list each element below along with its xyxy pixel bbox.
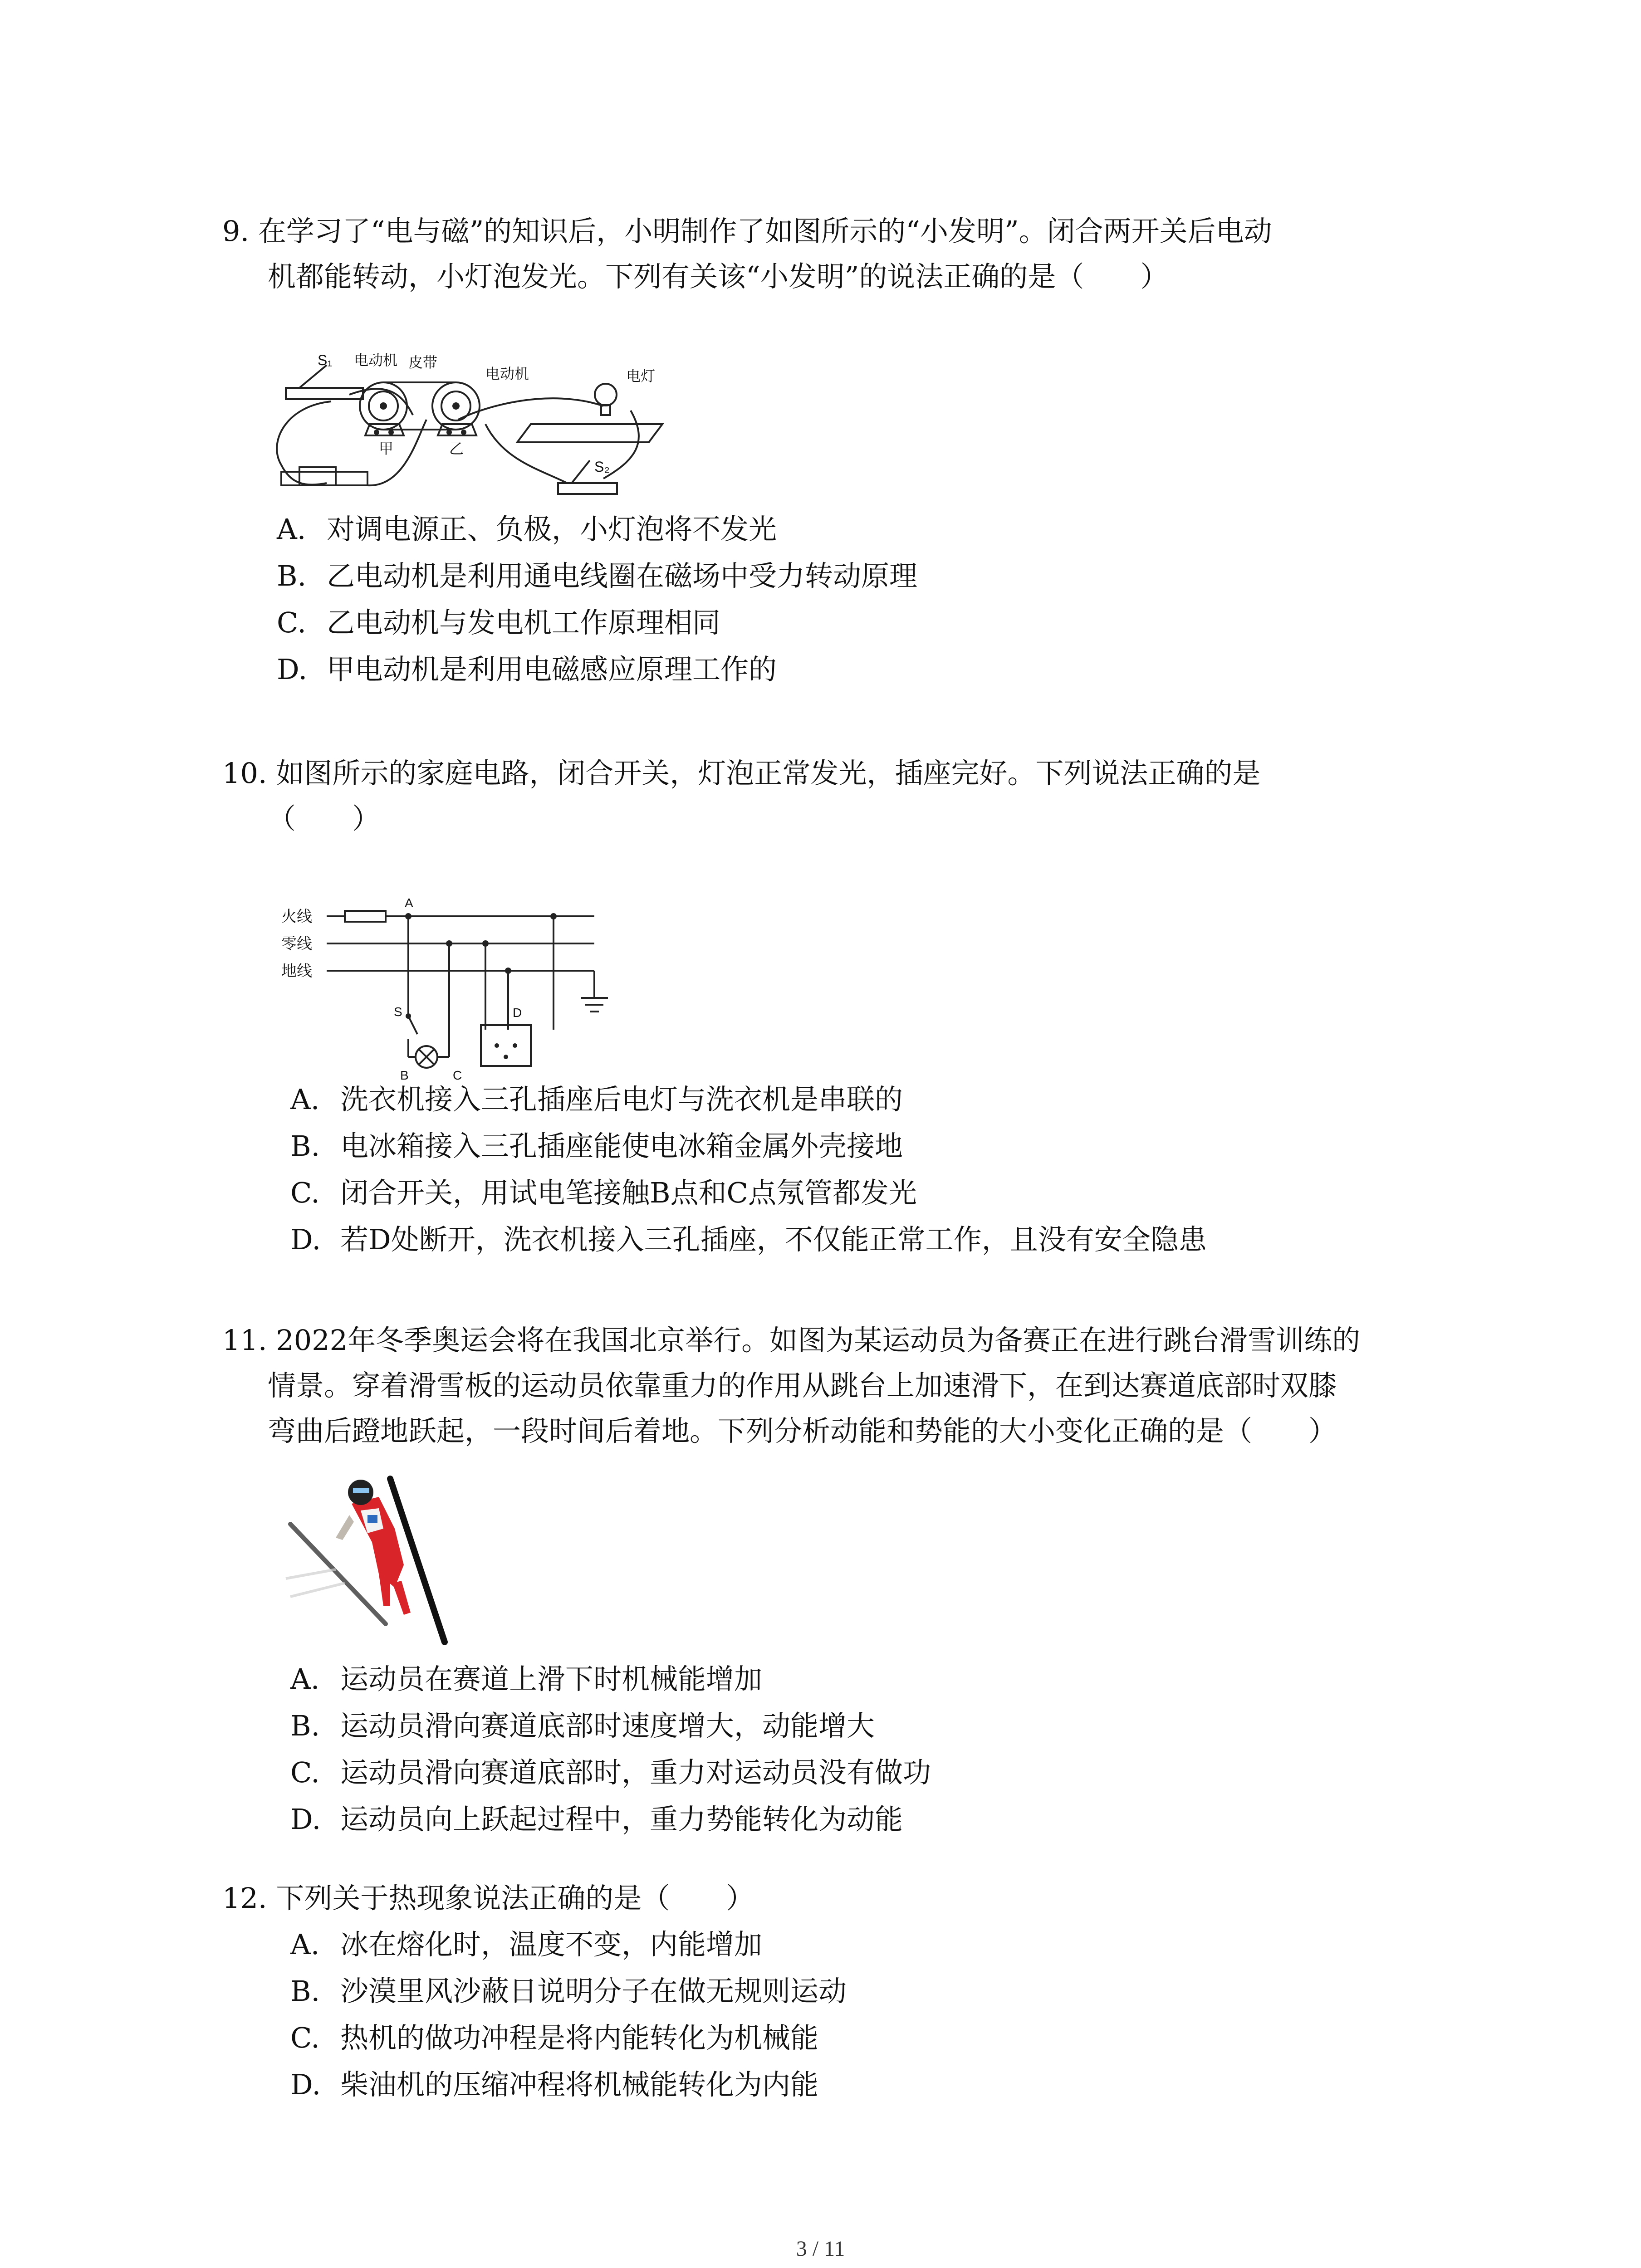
question-9 [222, 209, 1447, 299]
stem-text: 机都能转动，小灯泡发光。下列有关该“小发明”的说法正确的是（ ） [268, 260, 1169, 293]
option-d: D. 甲电动机是利用电磁感应原理工作的 [277, 653, 777, 686]
motor-1-label: 电动机 [354, 352, 398, 368]
option-a: A. 洗衣机接入三孔插座后电灯与洗衣机是串联的 [290, 1083, 903, 1116]
stem-text: 2022年冬季奥运会将在我国北京举行。如图为某运动员为备赛正在进行跳台滑雪训练的 [276, 1324, 1361, 1357]
option-d: D. 运动员向上跃起过程中，重力势能转化为动能 [290, 1803, 903, 1836]
ski-jumper-image [281, 1461, 472, 1651]
option-b: B. 电冰箱接入三孔插座能使电冰箱金属外壳接地 [290, 1129, 903, 1163]
question-11-options [222, 1656, 1447, 1843]
option-c: C. 闭合开关，用试电笔接触B点和C点氖管都发光 [290, 1176, 917, 1209]
option-c: C. 乙电动机与发电机工作原理相同 [277, 606, 721, 639]
motor-2-label: 电动机 [485, 366, 529, 382]
switch-s1-label: S₁ [318, 352, 333, 368]
page-number: 3 / 11 [796, 2237, 845, 2261]
question-number: 11. [222, 1324, 267, 1357]
option-a: A. 冰在熔化时，温度不变，内能增加 [290, 1928, 763, 1961]
question-10-options [222, 1076, 1447, 1263]
option-d: D. 若D处断开，洗衣机接入三孔插座，不仅能正常工作，且没有安全隐患 [290, 1223, 1207, 1256]
stem-text: 如图所示的家庭电路，闭合开关，灯泡正常发光，插座完好。下列说法正确的是 [276, 757, 1261, 790]
point-c-label: C [453, 1068, 462, 1082]
motor-jia-label: 甲 [379, 440, 394, 457]
switch-s-label: S [394, 1005, 402, 1019]
question-number: 9. [222, 215, 250, 248]
belt-label: 皮带 [408, 354, 438, 371]
motor-generator-figure [268, 352, 676, 501]
option-c: C. 热机的做功冲程是将内能转化为机械能 [290, 2021, 819, 2054]
question-number: 12. [222, 1882, 267, 1915]
option-a: A. 运动员在赛道上滑下时机械能增加 [290, 1662, 763, 1696]
question-stem [222, 1318, 1447, 1454]
motor-yi-label: 乙 [449, 440, 464, 457]
stem-text: 在学习了“电与磁”的知识后，小明制作了如图所示的“小发明”。闭合两开关后电动 [258, 215, 1272, 248]
option-b: B. 运动员滑向赛道底部时速度增大，动能增大 [290, 1709, 875, 1742]
option-c: C. 运动员滑向赛道底部时，重力对运动员没有做功 [290, 1756, 931, 1789]
question-9-options [222, 506, 1447, 693]
question-12 [222, 1876, 1447, 2108]
stem-text: 下列关于热现象说法正确的是（ ） [276, 1882, 754, 1915]
option-b: B. 乙电动机是利用通电线圈在磁场中受力转动原理 [277, 559, 918, 592]
stem-text: 情景。穿着滑雪板的运动员依靠重力的作用从跳台上加速滑下，在到达赛道底部时双膝 [268, 1369, 1337, 1402]
option-d: D. 柴油机的压缩冲程将机械能转化为内能 [290, 2068, 819, 2101]
option-b: B. 沙漠里风沙蔽日说明分子在做无规则运动 [290, 1975, 847, 2008]
question-10 [222, 751, 1447, 841]
question-stem [222, 1876, 1447, 1921]
stem-text: （ ） [268, 802, 381, 835]
switch-s2-label: S₂ [594, 459, 610, 475]
point-b-label: B [400, 1068, 409, 1082]
question-number: 10. [222, 757, 267, 790]
stem-text: 弯曲后蹬地跃起，一段时间后着地。下列分析动能和势能的大小变化正确的是（ ） [268, 1414, 1337, 1447]
option-a: A. 对调电源正、负极，小灯泡将不发光 [277, 513, 777, 546]
question-stem [222, 209, 1447, 299]
neutral-wire-label: 零线 [281, 935, 312, 953]
question-11 [222, 1318, 1447, 1454]
ground-wire-label: 地线 [281, 963, 312, 980]
lamp-label: 电灯 [626, 368, 656, 384]
live-wire-label: 火线 [281, 908, 312, 925]
household-circuit-figure [277, 889, 622, 1084]
question-stem [222, 751, 1447, 841]
point-d-label: D [513, 1006, 522, 1020]
point-a-label: A [405, 896, 413, 910]
